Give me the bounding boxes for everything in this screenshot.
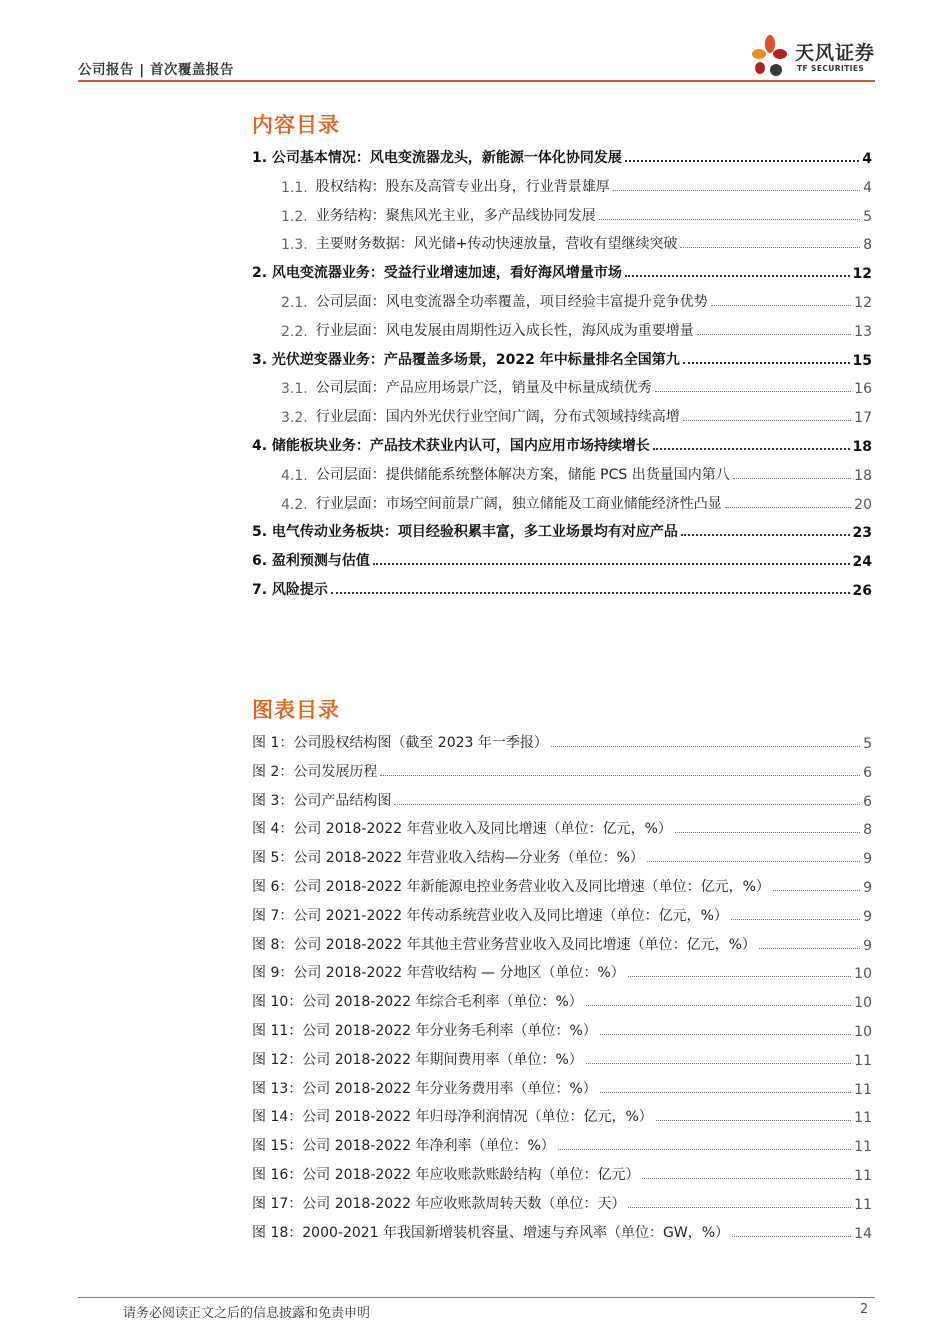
dot-leader bbox=[625, 275, 850, 277]
figure-entry-page: 10 bbox=[854, 995, 872, 1011]
figure-entry-text: 图 14：公司 2018-2022 年归母净利润情况（单位：亿元，%） bbox=[252, 1109, 653, 1125]
toc-entry-text: 公司层面：提供储能系统整体解决方案，储能 PCS 出货量国内第八 bbox=[315, 467, 730, 483]
toc-title: 内容目录 bbox=[252, 113, 340, 137]
figures-title: 图表目录 bbox=[252, 698, 340, 722]
dot-leader bbox=[683, 420, 851, 421]
toc-entry-text: 股权结构：股东及高管专业出身，行业背景雄厚 bbox=[315, 179, 610, 195]
dot-leader bbox=[733, 478, 851, 479]
toc-entry-page: 15 bbox=[852, 353, 872, 369]
dot-leader bbox=[558, 1149, 851, 1150]
toc-entry-number: 4.2. bbox=[281, 497, 308, 513]
dot-leader bbox=[600, 1034, 851, 1035]
toc-entry-number: 3.1. bbox=[281, 381, 308, 397]
dot-leader bbox=[600, 1092, 851, 1093]
toc-entry-text: 1. 公司基本情况：风电变流器龙头，新能源一体化协同发展 bbox=[252, 150, 622, 166]
toc-subentry[interactable] bbox=[281, 176, 872, 196]
logo-subtitle: TF SECURITIES bbox=[797, 64, 865, 73]
figure-entry[interactable] bbox=[252, 1222, 872, 1242]
figure-entry-page: 9 bbox=[863, 880, 872, 896]
toc-subentry[interactable] bbox=[281, 464, 872, 484]
logo-name: 天风证券 bbox=[795, 42, 876, 64]
dot-leader bbox=[773, 890, 860, 891]
figure-entry-text: 图 15：公司 2018-2022 年净利率（单位：%） bbox=[252, 1138, 555, 1154]
dot-leader bbox=[725, 507, 851, 508]
toc-entry[interactable] bbox=[252, 550, 872, 570]
toc-entry-page: 24 bbox=[852, 554, 872, 570]
toc-entry-page: 20 bbox=[854, 497, 872, 513]
footer-disclaimer: 请务必阅读正文之后的信息披露和免责申明 bbox=[123, 1306, 371, 1321]
toc-entry-text: 主要财务数据：风光储+传动快速放量，营收有望继续突破 bbox=[315, 236, 678, 252]
figure-entry-text: 图 6：公司 2018-2022 年新能源电控业务营业收入及同比增速（单位：亿元，%） bbox=[252, 879, 770, 895]
toc-entry-number: 1.2. bbox=[281, 209, 308, 225]
figure-entry-page: 6 bbox=[863, 765, 872, 781]
dot-leader bbox=[586, 1005, 851, 1006]
dot-leader bbox=[331, 592, 850, 594]
toc-entry-page: 18 bbox=[854, 468, 872, 484]
dot-leader bbox=[380, 775, 860, 776]
figure-entry-page: 9 bbox=[863, 938, 872, 954]
dot-leader bbox=[647, 861, 860, 862]
dot-leader bbox=[697, 334, 851, 335]
figure-entry-text: 图 1：公司股权结构图（截至 2023 年一季报） bbox=[252, 735, 548, 751]
toc-entry-text: 行业层面：市场空间前景广阔，独立储能及工商业储能经济性凸显 bbox=[315, 496, 722, 512]
figure-entry[interactable] bbox=[252, 847, 872, 867]
toc-subentry[interactable] bbox=[281, 493, 872, 513]
dot-leader bbox=[628, 976, 851, 977]
figure-entry-text: 图 16：公司 2018-2022 年应收账款账龄结构（单位：亿元） bbox=[252, 1167, 640, 1183]
dot-leader bbox=[625, 160, 859, 162]
dot-leader bbox=[731, 919, 860, 920]
figure-entry-text: 图 4：公司 2018-2022 年营业收入及同比增速（单位：亿元，%） bbox=[252, 821, 672, 837]
dot-leader bbox=[711, 305, 851, 306]
dot-leader bbox=[675, 832, 860, 833]
figure-entry[interactable] bbox=[252, 905, 872, 925]
figure-entry-page: 10 bbox=[854, 1024, 872, 1040]
figure-entry-text: 图 17：公司 2018-2022 年应收账款周转天数（单位：天） bbox=[252, 1196, 626, 1212]
figure-entry-page: 8 bbox=[863, 822, 872, 838]
toc-entry-page: 12 bbox=[852, 266, 872, 282]
header-divider bbox=[78, 80, 875, 82]
figure-entry[interactable] bbox=[252, 1135, 872, 1155]
figure-entry-page: 9 bbox=[863, 909, 872, 925]
toc-entry-text: 4. 储能板块业务：产品技术获业内认可，国内应用市场持续增长 bbox=[252, 438, 650, 454]
toc-entry-page: 5 bbox=[863, 209, 872, 225]
toc-entry-number: 3.2. bbox=[281, 410, 308, 426]
toc-entry-text: 6. 盈利预测与估值 bbox=[252, 553, 370, 569]
dot-leader bbox=[655, 391, 851, 392]
figure-entry[interactable] bbox=[252, 991, 872, 1011]
footer-divider bbox=[78, 1297, 875, 1298]
dot-leader bbox=[732, 1236, 851, 1237]
figure-entry-text: 图 12：公司 2018-2022 年期间费用率（单位：%） bbox=[252, 1052, 583, 1068]
toc-entry-page: 18 bbox=[852, 439, 872, 455]
dot-leader bbox=[653, 448, 850, 450]
figure-entry-text: 图 7：公司 2021-2022 年传动系统营业收入及同比增速（单位：亿元，%） bbox=[252, 908, 728, 924]
figure-entry-page: 5 bbox=[863, 736, 872, 752]
figure-entry[interactable] bbox=[252, 818, 872, 838]
toc-subentry[interactable] bbox=[281, 320, 872, 340]
page-number: 2 bbox=[860, 1302, 869, 1317]
figure-entry-text: 图 5：公司 2018-2022 年营业收入结构—分业务（单位：%） bbox=[252, 850, 644, 866]
toc-entry-number: 2.2. bbox=[281, 324, 308, 340]
toc-entry[interactable] bbox=[252, 262, 872, 282]
figure-entry-text: 图 11：公司 2018-2022 年分业务毛利率（单位：%） bbox=[252, 1023, 597, 1039]
dot-leader bbox=[373, 563, 850, 565]
toc-entry-text: 公司层面：风电变流器全功率覆盖，项目经验丰富提升竞争优势 bbox=[315, 294, 708, 310]
figure-entry[interactable] bbox=[252, 1164, 872, 1184]
figure-entry[interactable] bbox=[252, 1106, 872, 1126]
dot-leader bbox=[656, 1120, 851, 1121]
toc-entry-page: 16 bbox=[854, 381, 872, 397]
dot-leader bbox=[613, 190, 860, 191]
toc-entry-number: 2.1. bbox=[281, 295, 308, 311]
toc-entry[interactable] bbox=[252, 435, 872, 455]
figure-entry[interactable] bbox=[252, 1020, 872, 1040]
dot-leader bbox=[683, 362, 850, 364]
toc-subentry[interactable] bbox=[281, 233, 872, 253]
figure-entry-text: 图 13：公司 2018-2022 年分业务费用率（单位：%） bbox=[252, 1081, 597, 1097]
toc-entry-text: 行业层面：国内外光伏行业空间广阔，分布式领域持续高增 bbox=[315, 409, 680, 425]
toc-subentry[interactable] bbox=[281, 205, 872, 225]
toc-entry-page: 26 bbox=[852, 583, 872, 599]
figure-entry-page: 11 bbox=[854, 1197, 872, 1213]
dot-leader bbox=[628, 1207, 851, 1208]
figure-entry[interactable] bbox=[252, 962, 872, 982]
header-left-text: 公司报告 | 首次覆盖报告 bbox=[78, 62, 234, 78]
figure-entry-text: 图 10：公司 2018-2022 年综合毛利率（单位：%） bbox=[252, 994, 583, 1010]
dot-leader bbox=[586, 1063, 851, 1064]
toc-entry-page: 4 bbox=[862, 151, 872, 167]
toc-entry[interactable] bbox=[252, 349, 872, 369]
toc-entry-text: 3. 光伏逆变器业务：产品覆盖多场景，2022 年中标量排名全国第九 bbox=[252, 352, 680, 368]
toc-entry-page: 8 bbox=[863, 237, 872, 253]
figure-entry[interactable] bbox=[252, 761, 872, 781]
toc-entry-text: 2. 风电变流器业务：受益行业增速加速，看好海风增量市场 bbox=[252, 265, 622, 281]
figure-entry[interactable] bbox=[252, 790, 872, 810]
figure-entry-page: 11 bbox=[854, 1082, 872, 1098]
toc-subentry[interactable] bbox=[281, 377, 872, 397]
toc-entry-text: 业务结构：聚焦风光主业，多产品线协同发展 bbox=[315, 208, 596, 224]
dot-leader bbox=[599, 219, 860, 220]
figure-entry[interactable] bbox=[252, 1049, 872, 1069]
dot-leader bbox=[681, 534, 850, 536]
figure-entry-page: 11 bbox=[854, 1110, 872, 1126]
toc-entry-text: 公司层面：产品应用场景广泛，销量及中标量成绩优秀 bbox=[315, 380, 652, 396]
toc-entry-number: 1.1. bbox=[281, 180, 308, 196]
toc-entry-number: 1.3. bbox=[281, 237, 308, 253]
figure-entry-page: 6 bbox=[863, 794, 872, 810]
figure-entry-text: 图 8：公司 2018-2022 年其他主营业务营业收入及同比增速（单位：亿元，%） bbox=[252, 937, 756, 953]
figure-entry[interactable] bbox=[252, 1193, 872, 1213]
toc-subentry[interactable] bbox=[281, 406, 872, 426]
toc-entry-number: 4.1. bbox=[281, 468, 308, 484]
toc-entry-text: 7. 风险提示 bbox=[252, 582, 328, 598]
dot-leader bbox=[680, 247, 860, 248]
toc-entry-text: 行业层面：风电发展由周期性迈入成长性，海风成为重要增量 bbox=[315, 323, 694, 339]
toc-subentry[interactable] bbox=[281, 291, 872, 311]
toc-entry-page: 23 bbox=[852, 525, 872, 541]
dot-leader bbox=[759, 948, 860, 949]
figure-entry-page: 14 bbox=[854, 1226, 872, 1242]
dot-leader bbox=[642, 1178, 851, 1179]
figure-entry[interactable] bbox=[252, 876, 872, 896]
toc-entry[interactable] bbox=[252, 521, 872, 541]
figure-entry-text: 图 18：2000-2021 年我国新增装机容量、增速与弃风率（单位：GW，%） bbox=[252, 1225, 730, 1241]
toc-entry-page: 12 bbox=[854, 295, 872, 311]
figure-entry-page: 11 bbox=[854, 1139, 872, 1155]
figure-entry-page: 11 bbox=[854, 1053, 872, 1069]
figure-entry-page: 10 bbox=[854, 966, 872, 982]
figure-entry-page: 11 bbox=[854, 1168, 872, 1184]
toc-entry-page: 13 bbox=[854, 324, 872, 340]
figure-entry-text: 图 3：公司产品结构图 bbox=[252, 793, 392, 809]
figure-entry[interactable] bbox=[252, 1078, 872, 1098]
toc-entry-page: 17 bbox=[854, 410, 872, 426]
figure-entry-text: 图 2：公司发展历程 bbox=[252, 764, 378, 780]
figure-entry[interactable] bbox=[252, 934, 872, 954]
figure-entry-text: 图 9：公司 2018-2022 年营收结构 — 分地区（单位：%） bbox=[252, 965, 625, 981]
figure-entry-page: 9 bbox=[863, 851, 872, 867]
toc-entry[interactable] bbox=[252, 147, 872, 167]
toc-entry-page: 4 bbox=[863, 180, 872, 196]
toc-entry[interactable] bbox=[252, 579, 872, 599]
dot-leader bbox=[551, 746, 860, 747]
flower-logo-icon bbox=[746, 34, 794, 82]
dot-leader bbox=[394, 804, 860, 805]
figure-entry[interactable] bbox=[252, 732, 872, 752]
tf-securities-logo bbox=[746, 34, 881, 82]
toc-entry-text: 5. 电气传动业务板块：项目经验积累丰富，多工业场景均有对应产品 bbox=[252, 524, 678, 540]
